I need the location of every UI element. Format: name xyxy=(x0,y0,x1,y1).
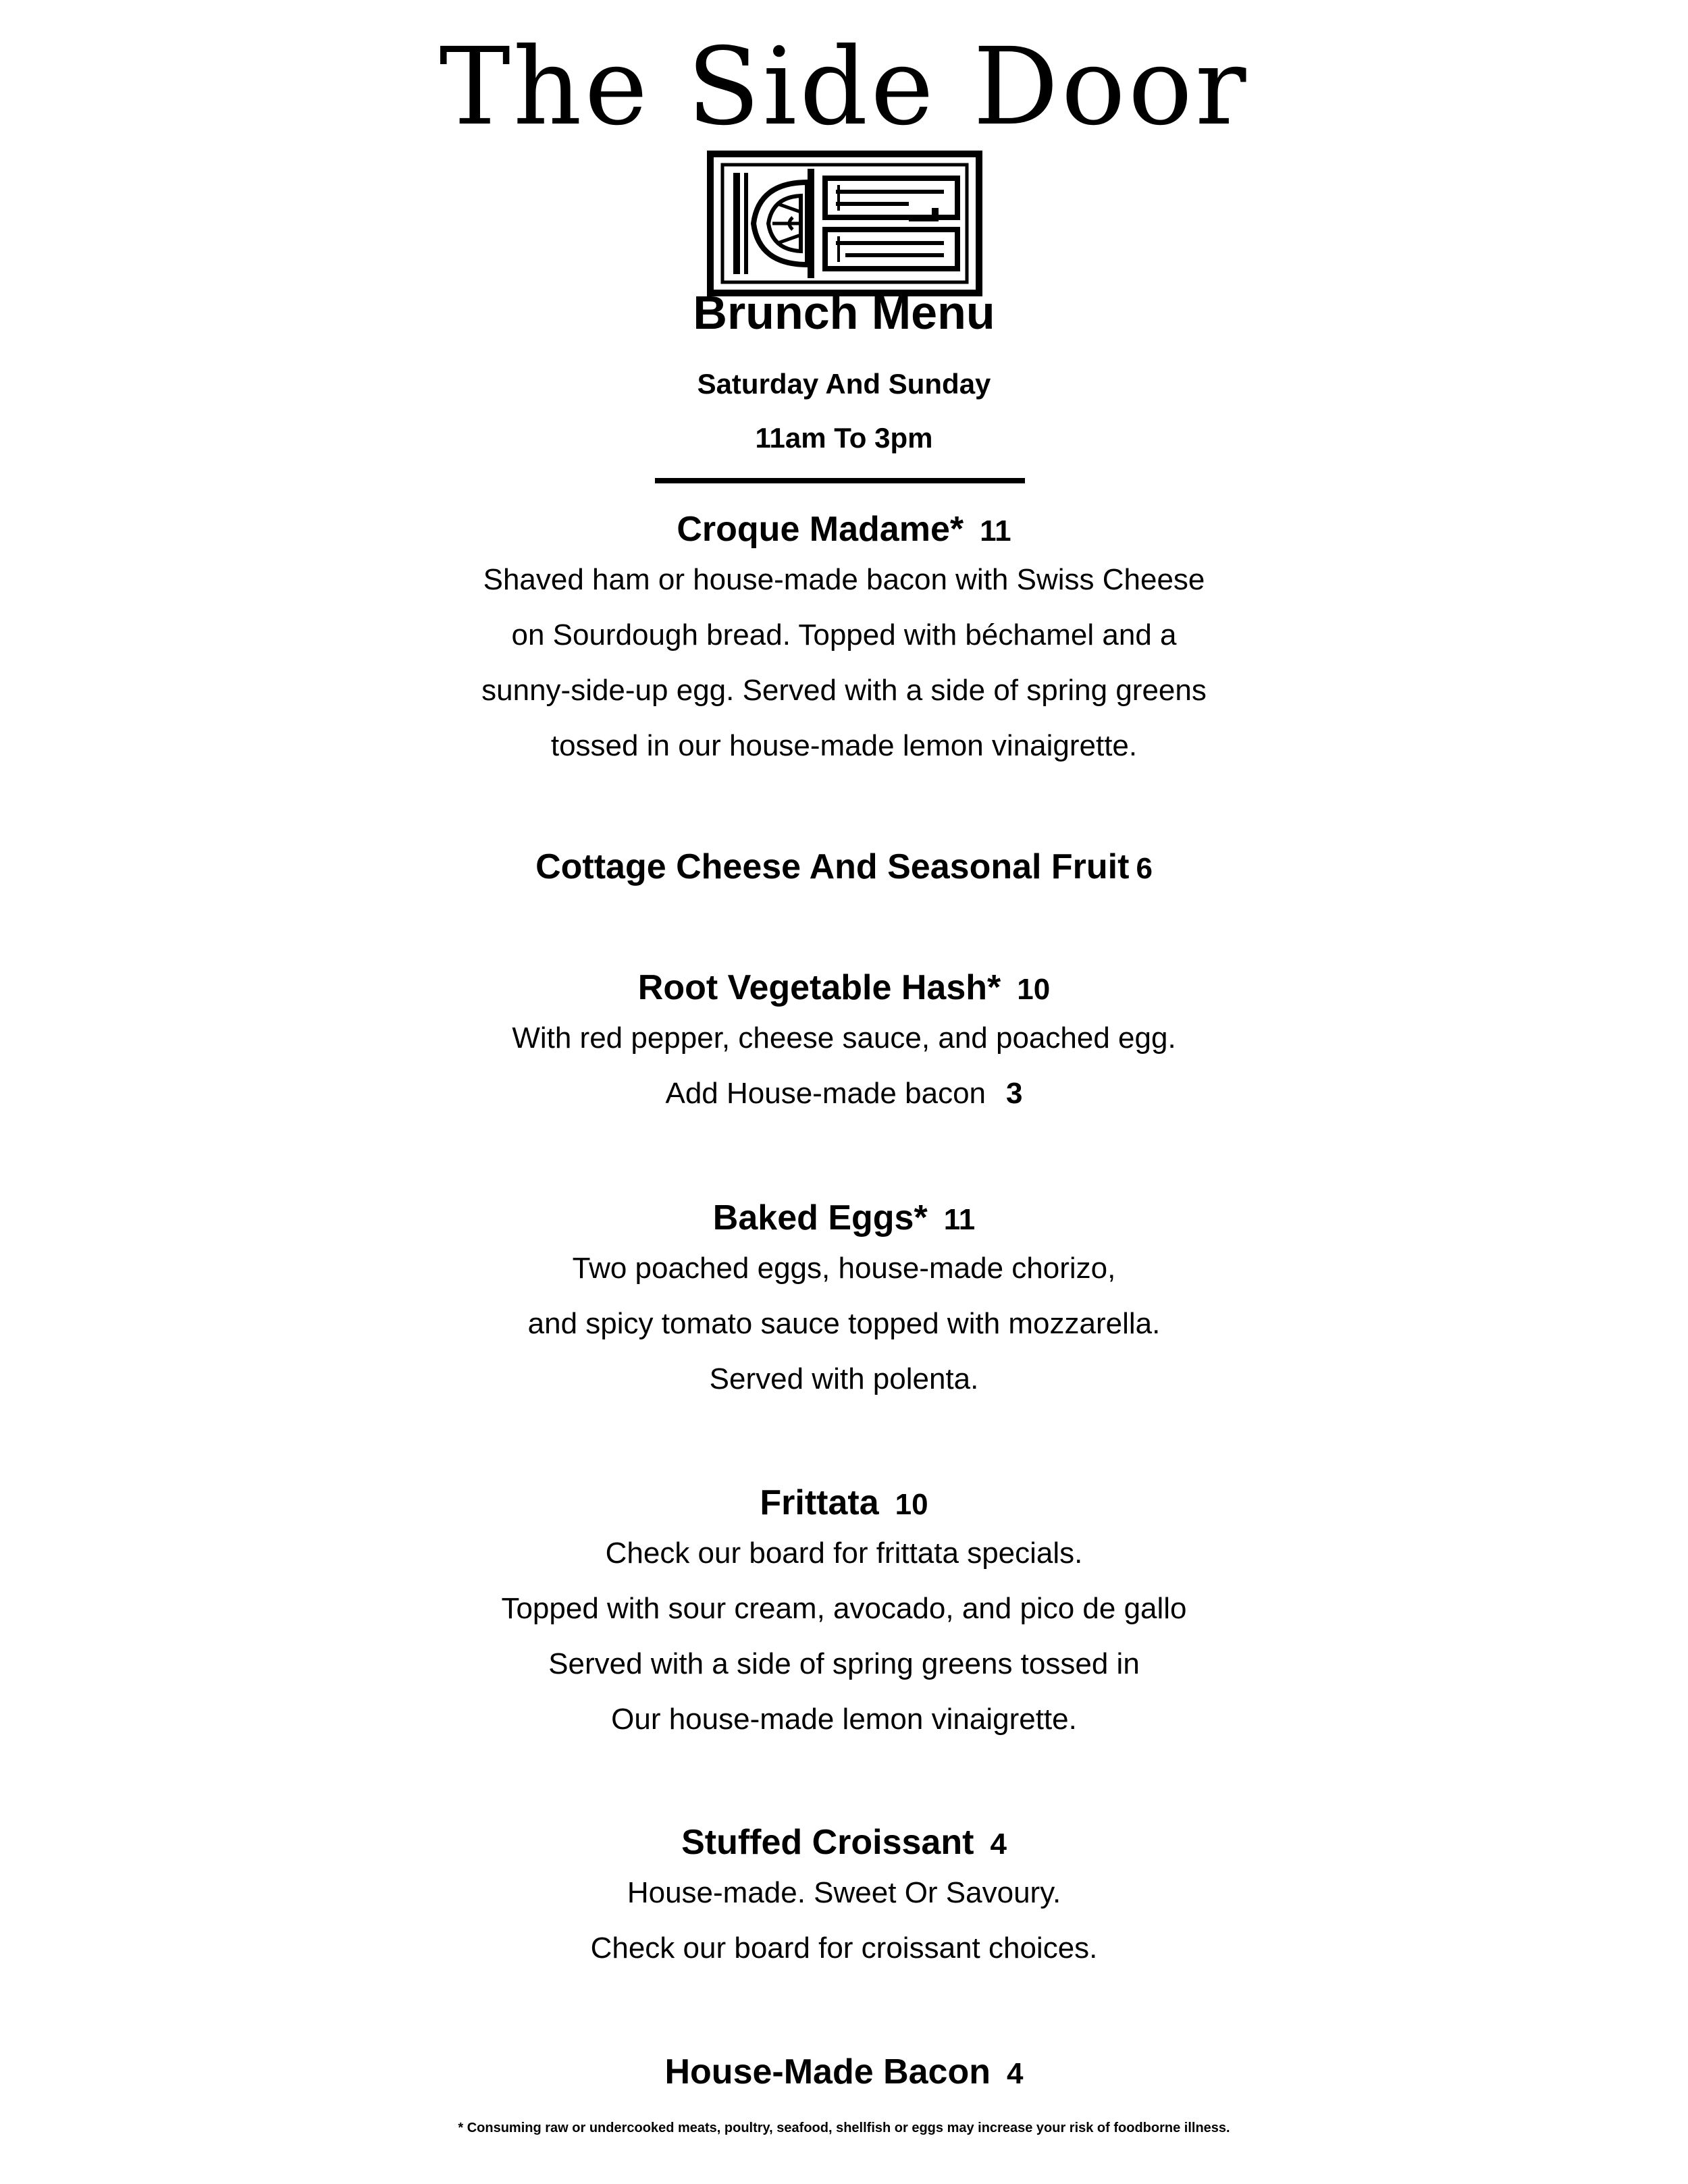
menu-item-name: Frittata xyxy=(760,1483,879,1522)
restaurant-name: The Side Door xyxy=(439,25,1249,149)
serving-days: Saturday And Sunday xyxy=(697,368,991,400)
menu-item-stuffed-croissant xyxy=(0,1825,1688,1976)
menu-item-description: tossed in our house-made lemon vinaigrette. xyxy=(550,729,1138,762)
menu-item-heading xyxy=(0,1485,1688,1526)
menu-item-frittata xyxy=(0,1485,1688,1747)
menu-item-price: 10 xyxy=(895,1488,928,1521)
menu-item-heading xyxy=(0,1825,1688,1865)
menu-item-name: Croque Madame* xyxy=(677,510,964,549)
menu-item-heading xyxy=(0,2054,1688,2095)
menu-item-price: 6 xyxy=(1136,852,1153,885)
menu-item-croque-madame xyxy=(0,512,1688,774)
menu-item-price: 11 xyxy=(943,1203,976,1236)
addon-price: 3 xyxy=(1006,1077,1023,1110)
menu-item-cottage-cheese xyxy=(0,849,1688,890)
menu-item-baked-eggs xyxy=(0,1200,1688,1407)
menu-item-name: House-Made Bacon xyxy=(664,2052,991,2092)
menu-item-name: Stuffed Croissant xyxy=(681,1823,974,1862)
menu-item-description: Topped with sour cream, avocado, and pico de gallo xyxy=(501,1592,1187,1625)
header-divider xyxy=(655,478,1025,483)
menu-item-description: Served with polenta. xyxy=(709,1362,979,1395)
menu-item-name: Baked Eggs* xyxy=(712,1198,928,1237)
menu-item-price: 11 xyxy=(980,514,1011,548)
menu-item-description: sunny-side-up egg. Served with a side of spring greens xyxy=(481,674,1207,707)
menu-item-root-vegetable-hash xyxy=(0,970,1688,1121)
menu-item-name: Root Vegetable Hash* xyxy=(637,968,1001,1007)
menu-item-name: Cottage Cheese And Seasonal Fruit xyxy=(535,847,1130,886)
menu-item-description: Shaved ham or house-made bacon with Swiss Cheese xyxy=(483,563,1205,596)
menu-item-description: on Sourdough bread. Topped with béchamel and a xyxy=(511,618,1177,651)
serving-hours: 11am To 3pm xyxy=(755,422,933,454)
menu-item-heading xyxy=(0,970,1688,1011)
menu-item-price: 10 xyxy=(1017,973,1051,1006)
menu-item-heading xyxy=(0,1200,1688,1241)
door-icon xyxy=(706,150,983,297)
menu-item-description: With red pepper, cheese sauce, and poached egg. xyxy=(512,1021,1176,1055)
menu-item-description: Two poached eggs, house-made chorizo, xyxy=(572,1252,1116,1285)
menu-item-addon xyxy=(0,1066,1688,1121)
addon-label: Add House-made bacon xyxy=(665,1077,986,1110)
menu-item-description: Our house-made lemon vinaigrette. xyxy=(611,1703,1077,1736)
menu-item-heading xyxy=(0,512,1688,552)
menu-item-price: 4 xyxy=(990,1828,1007,1861)
food-safety-footnote: * Consuming raw or undercooked meats, poultry, seafood, shellfish or eggs may increase your risk of foodborne illness. xyxy=(458,2121,1230,2135)
menu-item-description: House-made. Sweet Or Savoury. xyxy=(627,1876,1061,1909)
menu-item-description: and spicy tomato sauce topped with mozzarella. xyxy=(527,1307,1161,1340)
menu-item-house-made-bacon xyxy=(0,2054,1688,2095)
menu-item-description: Check our board for frittata specials. xyxy=(605,1537,1083,1570)
menu-title: Brunch Menu xyxy=(693,286,995,339)
menu-item-price: 4 xyxy=(1007,2057,1024,2090)
menu-item-description: Served with a side of spring greens tossed in xyxy=(548,1647,1140,1680)
menu-item-heading xyxy=(0,849,1688,890)
menu-item-description: Check our board for croissant choices. xyxy=(590,1932,1098,1965)
